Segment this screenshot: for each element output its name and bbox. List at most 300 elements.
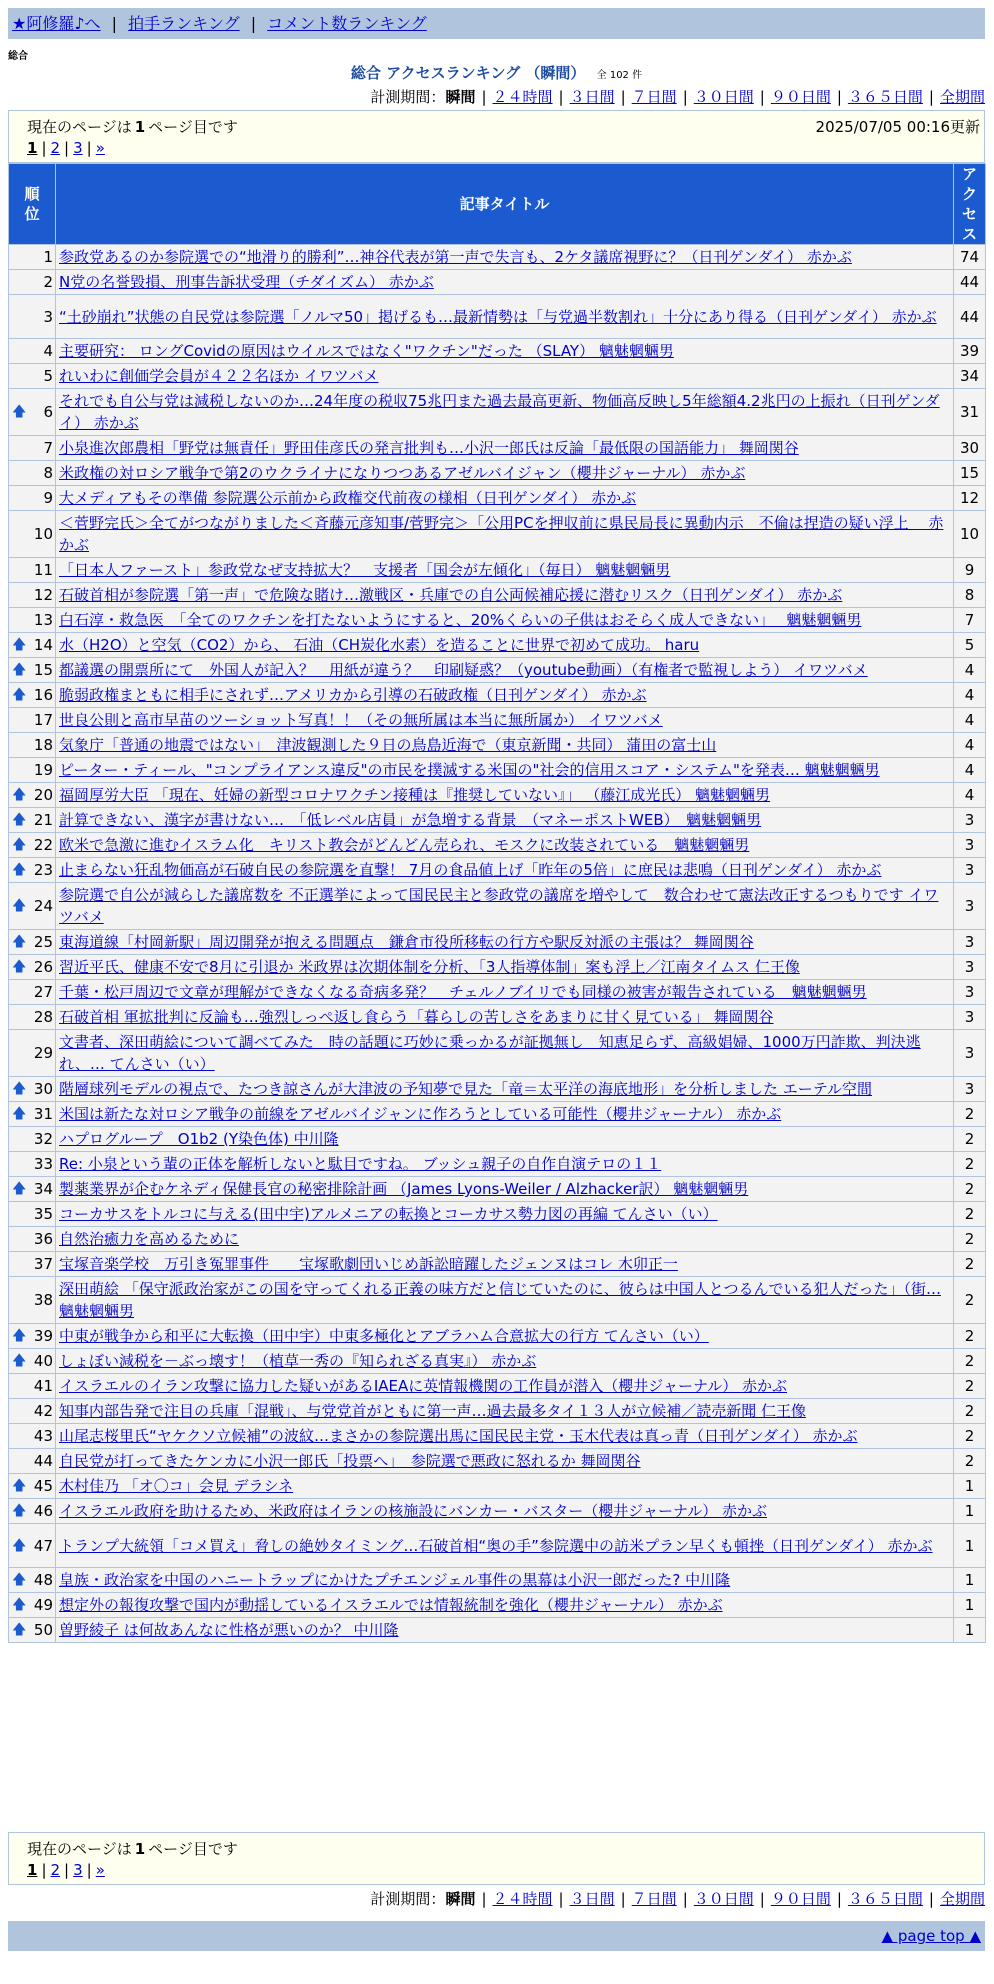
rank-cell: [9, 436, 56, 461]
rank-number: 43: [33, 1427, 53, 1445]
article-link[interactable]: 自民党が打ってきたケンカに小沢一郎氏「投票へ」 参院選で悪政に怒れるか 舞岡関谷: [59, 1452, 641, 1470]
period-separator: |: [481, 1890, 487, 1908]
rank-cell: [9, 1277, 56, 1324]
table-row: [9, 858, 986, 883]
table-row: [9, 558, 986, 583]
rank-cell: [9, 1593, 56, 1618]
table-row: [9, 1424, 986, 1449]
access-count: 2: [954, 1152, 986, 1177]
rank-cell: [9, 1152, 56, 1177]
access-count: 34: [954, 364, 986, 389]
title-cell: [56, 1252, 954, 1277]
rank-cell: [9, 883, 56, 930]
title-cell: [56, 1077, 954, 1102]
rank-number: 28: [33, 1008, 53, 1026]
access-count: 7: [954, 608, 986, 633]
access-count: 2: [954, 1102, 986, 1127]
article-link[interactable]: 参政党あるのか参院選での“地滑り的勝利”…神谷代表が第一声で失言も、2ケタ議席視野に？（日刊ゲンダイ） 赤かぶ: [59, 248, 852, 266]
rank-number: 5: [43, 367, 53, 385]
title-cell: [56, 270, 954, 295]
rank-number: 30: [33, 1080, 53, 1098]
period-current: 瞬間: [445, 1890, 476, 1908]
rank-number: 41: [33, 1377, 53, 1395]
period-separator: |: [836, 1890, 842, 1908]
article-link[interactable]: 中東が戦争から和平に大転換（田中宇）中東多極化とアブラハム合意拡大の行方 てんさい（い）: [59, 1327, 709, 1345]
up-arrow-icon: 🡅: [12, 404, 27, 420]
up-arrow-icon: 🡅: [12, 1503, 27, 1519]
access-count: 44: [954, 295, 986, 339]
period-link-top-4[interactable]: ９０日間: [770, 88, 831, 106]
rank-number: 18: [33, 736, 53, 754]
comment-ranking-link[interactable]: コメント数ランキング: [267, 14, 427, 33]
title-cell: [56, 1499, 954, 1524]
title-cell: [56, 955, 954, 980]
rank-cell: [9, 1349, 56, 1374]
column-header-access: アクセス: [954, 164, 986, 245]
table-row: [9, 1277, 986, 1324]
table-row: [9, 245, 986, 270]
access-count: 3: [954, 930, 986, 955]
table-row: [9, 1177, 986, 1202]
table-row: [9, 1005, 986, 1030]
rank-cell: [9, 1618, 56, 1643]
table-row: [9, 436, 986, 461]
period-link-top-3[interactable]: ３０日間: [693, 88, 754, 106]
rank-cell: [9, 461, 56, 486]
title-cell: [56, 1399, 954, 1424]
title-cell: [56, 295, 954, 339]
article-link[interactable]: ＜菅野完氏＞全てがつながりました＜斉藤元彦知事/菅野完＞「公用PCを押収前に県民局長に異動内示 不倫は捏造の疑い浮上 赤かぶ: [59, 514, 944, 554]
article-link[interactable]: N党の名誉毀損、刑事告訴状受理（チダイズム） 赤かぶ: [59, 273, 434, 291]
article-link[interactable]: “土砂崩れ”状態の自民党は参院選「ノルマ50」掲げるも…最新情勢は「与党過半数割れ」十分にあり得る（日刊ゲンダイ） 赤かぶ: [59, 307, 937, 326]
access-count: 4: [954, 783, 986, 808]
access-count: 2: [954, 1449, 986, 1474]
article-link[interactable]: 曽野綾子 は何故あんなに性格が悪いのか？ 中川隆: [59, 1621, 399, 1639]
access-count: 1: [954, 1593, 986, 1618]
rank-cell: [9, 364, 56, 389]
title-cell: [56, 1449, 954, 1474]
up-arrow-icon: 🡅: [12, 1537, 27, 1554]
article-link[interactable]: 「日本人ファースト」参政党なぜ支持拡大？ 支援者「国会が左傾化」（毎日） 魑魅魍魎男: [59, 561, 671, 579]
rank-number: 26: [33, 958, 53, 976]
rank-number: 39: [33, 1327, 53, 1345]
table-row: [9, 1127, 986, 1152]
rank-cell: [9, 633, 56, 658]
title-cell: [56, 980, 954, 1005]
up-arrow-icon: 🡅: [12, 959, 27, 975]
article-link[interactable]: れいわに創価学会員が４２２名ほか イワツバメ: [59, 367, 379, 385]
rank-number: 27: [33, 983, 53, 1001]
rank-number: 35: [33, 1205, 53, 1223]
period-separator: |: [759, 88, 765, 106]
rank-cell: [9, 758, 56, 783]
access-count: 9: [954, 558, 986, 583]
page-separator: |: [41, 1861, 47, 1879]
article-link[interactable]: 参院選で自公が減らした議席数を 不正選挙によって国民民主と参政党の議席を増やして 数合わせて憲法改正するつもりです イワツバメ: [59, 886, 939, 926]
table-row: [9, 930, 986, 955]
article-link[interactable]: 石破首相 軍拡批判に反論も…強烈しっぺ返し食らう「暮らしの苦しさをあまりに甘く見ている」 舞岡関谷: [59, 1008, 774, 1026]
access-count: 3: [954, 1030, 986, 1077]
rank-number: 11: [33, 561, 53, 579]
period-link-bottom-2[interactable]: ７日間: [631, 1890, 677, 1908]
title-cell: [56, 683, 954, 708]
period-link-bottom-5[interactable]: ３６５日間: [847, 1890, 923, 1908]
title-cell: [56, 436, 954, 461]
access-count: 74: [954, 245, 986, 270]
article-link[interactable]: 福岡厚労大臣 「現在、妊婦の新型コロナワクチン接種は『推奨していない』」 （藤江成光氏） 魑魅魍魎男: [59, 786, 771, 804]
article-link[interactable]: 計算できない、漢字が書けない… 「低レベル店員」が急増する背景 （マネーポストWEB） 魑魅魍魎男: [59, 811, 762, 829]
rank-number: 42: [33, 1402, 53, 1420]
article-link[interactable]: 止まらない狂乱物価高が石破自民の参院選を直撃！ 7月の食品値上げ「昨年の5倍」に庶民は悲鳴（日刊ゲンダイ） 赤かぶ: [59, 861, 882, 879]
article-link[interactable]: 主要研究： ロングCovidの原因はウイルスではなく"ワクチン"だった （SLAY） 魑魅魍魎男: [59, 342, 674, 360]
title-cell: [56, 658, 954, 683]
article-link[interactable]: イスラエル政府を助けるため、米政府はイランの核施設にバンカー・バスター（櫻井ジャーナル） 赤かぶ: [59, 1502, 767, 1520]
page-link[interactable]: »: [95, 1861, 105, 1879]
title-cell: [56, 1374, 954, 1399]
article-link[interactable]: 千葉・松戸周辺で文章が理解ができなくなる奇病多発？ チェルノブイリでも同様の被害が報告されている 魑魅魍魎男: [59, 983, 867, 1001]
rank-cell: [9, 1324, 56, 1349]
title-cell: [56, 558, 954, 583]
article-link[interactable]: 白石淳・救急医 「全てのワクチンを打たないようにすると、20%くらいの子供はおそらく成人できない」 魑魅魍魎男: [59, 611, 862, 629]
title-cell: [56, 461, 954, 486]
total-count: 全 102 件: [596, 70, 643, 81]
up-arrow-icon: 🡅: [12, 934, 27, 950]
article-link[interactable]: 気象庁「普通の地震ではない」 津波観測した９日の鳥島近海で（東京新聞・共同） 蒲田の富士山: [59, 736, 717, 754]
table-row: [9, 980, 986, 1005]
title-cell: [56, 1102, 954, 1127]
page-separator: |: [86, 139, 92, 157]
page-current: 1: [27, 139, 38, 157]
column-header-title: 記事タイトル: [56, 164, 954, 245]
table-row: [9, 808, 986, 833]
title-cell: [56, 758, 954, 783]
rank-number: 44: [33, 1452, 53, 1470]
article-link[interactable]: 階層球列モデルの視点で、たつき諒さんが大津波の予知夢で見た「竜＝太平洋の海底地形」を分析しました エーテル空間: [59, 1080, 872, 1098]
title-cell: [56, 1324, 954, 1349]
rank-cell: [9, 1399, 56, 1424]
rank-number: 34: [33, 1180, 53, 1198]
access-count: 3: [954, 1005, 986, 1030]
rank-cell: [9, 245, 56, 270]
rank-number: 46: [33, 1502, 53, 1520]
rank-number: 10: [33, 525, 53, 543]
up-arrow-icon: 🡅: [12, 1106, 27, 1122]
article-link[interactable]: 世良公則と高市早苗のツーショット写真！！（その無所属は本当に無所属か） イワツバメ: [59, 711, 663, 729]
article-link[interactable]: 自然治癒力を高めるために: [59, 1230, 240, 1248]
table-row: [9, 1202, 986, 1227]
article-link[interactable]: トランプ大統領「コメ買え」脅しの絶妙タイミング…石破首相“奥の手”参院選中の訪米プラン早くも頓挫（日刊ゲンダイ） 赤かぶ: [59, 1536, 933, 1555]
article-link[interactable]: 米国は新たな対ロシア戦争の前線をアゼルバイジャンに作ろうとしている可能性（櫻井ジャーナル） 赤かぶ: [59, 1105, 782, 1123]
page-separator: |: [64, 1861, 70, 1879]
page-top-link[interactable]: ▲ page top ▲: [881, 1927, 981, 1945]
rank-cell: [9, 1474, 56, 1499]
footer-bar: [8, 1921, 985, 1951]
title-cell: [56, 339, 954, 364]
page-link[interactable]: 2: [50, 139, 61, 157]
access-count: 44: [954, 270, 986, 295]
rank-cell: [9, 1030, 56, 1077]
period-separator: |: [558, 1890, 564, 1908]
access-count: 3: [954, 833, 986, 858]
title-cell: [56, 1277, 954, 1324]
period-link-top-2[interactable]: ７日間: [631, 88, 677, 106]
page-link[interactable]: 3: [73, 139, 83, 157]
rank-cell: [9, 270, 56, 295]
rank-number: 38: [33, 1291, 53, 1309]
section-label: 総合: [8, 51, 28, 62]
rank-cell: [9, 486, 56, 511]
period-link-bottom-6[interactable]: 全期間: [939, 1890, 985, 1908]
up-arrow-icon: 🡅: [12, 862, 27, 878]
access-count: 1: [954, 1474, 986, 1499]
column-header-rank: 順位: [9, 164, 56, 245]
table-row: [9, 1474, 986, 1499]
access-count: 5: [954, 633, 986, 658]
title-cell: [56, 1202, 954, 1227]
table-row: [9, 1524, 986, 1568]
rank-number: 2: [43, 273, 53, 291]
rank-cell: [9, 1524, 56, 1568]
rank-cell: [9, 980, 56, 1005]
table-row: [9, 1499, 986, 1524]
period-link-bottom-3[interactable]: ３０日間: [693, 1890, 754, 1908]
table-row: [9, 733, 986, 758]
rank-number: 21: [33, 811, 53, 829]
page-info-number: 1: [134, 118, 146, 136]
article-link[interactable]: ハプログループ O1b2 (Y染色体) 中川隆: [59, 1130, 339, 1148]
rank-cell: [9, 1005, 56, 1030]
rank-cell: [9, 1424, 56, 1449]
table-row: [9, 1449, 986, 1474]
period-separator: |: [836, 88, 842, 106]
title-cell: [56, 1127, 954, 1152]
rank-cell: [9, 583, 56, 608]
period-separator: |: [682, 1890, 688, 1908]
pager-bottom: [8, 1832, 985, 1885]
rank-number: 22: [33, 836, 53, 854]
table-row: [9, 658, 986, 683]
rank-cell: [9, 930, 56, 955]
applause-ranking-link[interactable]: 拍手ランキング: [128, 14, 240, 33]
table-row: [9, 461, 986, 486]
page-link[interactable]: 2: [50, 1861, 61, 1879]
home-link[interactable]: ★阿修羅♪へ: [12, 14, 101, 33]
period-link-top-5[interactable]: ３６５日間: [847, 88, 923, 106]
article-link[interactable]: 製薬業界が企むケネディ保健長官の秘密排除計画 （James Lyons-Weiler / Alzhacker訳） 魑魅魍魎男: [59, 1180, 749, 1198]
article-link[interactable]: 知事内部告発で注目の兵庫「混戦」、与党党首がともに第一声…過去最多タイ１３人が立候補／読売新聞 仁王像: [59, 1402, 806, 1420]
title-cell: [56, 858, 954, 883]
article-link[interactable]: 習近平氏、健康不安で8月に引退か 米政界は次期体制を分析、「3人指導体制」案も浮上／江南タイムス 仁王像: [59, 958, 800, 976]
access-count: 2: [954, 1127, 986, 1152]
article-link[interactable]: 欧米で急激に進むイスラム化 キリスト教会がどんどん売られ、モスクに改装されている 魑魅魍魎男: [59, 836, 750, 854]
rank-number: 12: [33, 586, 53, 604]
period-separator: |: [620, 88, 626, 106]
page-link[interactable]: 3: [73, 1861, 83, 1879]
nav-separator: |: [250, 14, 257, 33]
page-info-prefix: 現在のページは: [27, 1840, 132, 1858]
article-link[interactable]: 小泉進次郎農相「野党は無責任」野田佳彦氏の発言批判も…小沢一郎氏は反論「最低限の国語能力」 舞岡関谷: [59, 439, 799, 457]
rank-number: 36: [33, 1230, 53, 1248]
table-row: [9, 1374, 986, 1399]
article-link[interactable]: 大メディアもその準備 参院選公示前から政権交代前夜の様相（日刊ゲンダイ） 赤かぶ: [59, 489, 637, 507]
article-link[interactable]: 文書者、深田萌絵について調べてみた 時の話題に巧妙に乗っかるが証拠無し 知恵足らず、高級娼婦、1000万円詐欺、判決逃れ、… てんさい（い）: [59, 1033, 921, 1073]
article-link[interactable]: 深田萌絵 「保守派政治家がこの国を守ってくれる正義の味方だと信じていたのに、彼らは中国人とつるんでいる犯人だった」（街… 魑魅魍魎男: [59, 1280, 941, 1320]
table-row: [9, 1252, 986, 1277]
ranking-table: [8, 163, 986, 1643]
article-link[interactable]: 米政権の対ロシア戦争で第2のウクライナになりつつあるアゼルバイジャン（櫻井ジャーナル） 赤かぶ: [59, 464, 746, 482]
period-selector-top: [370, 86, 985, 107]
rank-cell: [9, 339, 56, 364]
up-arrow-icon: 🡅: [12, 837, 27, 853]
rank-number: 25: [33, 933, 53, 951]
up-arrow-icon: 🡅: [12, 1081, 27, 1097]
access-count: 2: [954, 1202, 986, 1227]
period-link-bottom-0[interactable]: ２４時間: [492, 1890, 553, 1908]
title-cell: [56, 733, 954, 758]
rank-number: 7: [43, 439, 53, 457]
access-count: 2: [954, 1227, 986, 1252]
rank-number: 13: [33, 611, 53, 629]
period-link-bottom-1[interactable]: ３日間: [569, 1890, 615, 1908]
rank-cell: [9, 1374, 56, 1399]
rank-cell: [9, 708, 56, 733]
up-arrow-icon: 🡅: [12, 687, 27, 703]
period-link-top-0[interactable]: ２４時間: [492, 88, 553, 106]
table-row: [9, 389, 986, 436]
access-count: 2: [954, 1424, 986, 1449]
period-link-top-1[interactable]: ３日間: [569, 88, 615, 106]
access-count: 2: [954, 1374, 986, 1399]
rank-number: 19: [33, 761, 53, 779]
title-cell: [56, 1227, 954, 1252]
access-count: 4: [954, 658, 986, 683]
article-link[interactable]: 想定外の報復攻撃で国内が動揺しているイスラエルでは情報統制を強化（櫻井ジャーナル） 赤かぶ: [59, 1596, 723, 1614]
page-info-prefix: 現在のページは: [27, 118, 132, 136]
period-separator: |: [928, 88, 934, 106]
article-link[interactable]: しょぼい減税を－ぶっ壊す！（植草一秀の『知られざる真実』） 赤かぶ: [59, 1352, 537, 1370]
access-count: 2: [954, 1399, 986, 1424]
rank-cell: [9, 833, 56, 858]
article-link[interactable]: 東海道線「村岡新駅」周辺開発が抱える問題点 鎌倉市役所移転の行方や駅反対派の主張は？ 舞岡関谷: [59, 933, 754, 951]
table-row: [9, 1593, 986, 1618]
access-count: 3: [954, 858, 986, 883]
rank-cell: [9, 783, 56, 808]
article-link[interactable]: Re: 小泉という輩の正体を解析しないと駄目ですね。 ブッシュ親子の自作自演テロの１１: [59, 1155, 662, 1173]
page-separator: |: [64, 139, 70, 157]
access-count: 1: [954, 1618, 986, 1643]
rank-cell: [9, 1568, 56, 1593]
article-link[interactable]: それでも自公与党は減税しないのか…24年度の税収75兆円また過去最高更新、物価高反映し5年総額4.2兆円の上振れ（日刊ゲンダイ） 赤かぶ: [59, 392, 940, 432]
table-row: [9, 833, 986, 858]
period-separator: |: [558, 88, 564, 106]
access-count: 10: [954, 511, 986, 558]
rank-number: 15: [33, 661, 53, 679]
top-nav: [8, 8, 985, 39]
article-link[interactable]: 脆弱政権まともに相手にされず…アメリカから引導の石破政権（日刊ゲンダイ） 赤かぶ: [59, 686, 647, 704]
up-arrow-icon: 🡅: [12, 787, 27, 803]
title-cell: [56, 1424, 954, 1449]
title-cell: [56, 364, 954, 389]
table-row: [9, 1227, 986, 1252]
table-row: [9, 955, 986, 980]
access-count: 15: [954, 461, 986, 486]
table-row: [9, 783, 986, 808]
title-cell: [56, 245, 954, 270]
rank-number: 48: [33, 1571, 53, 1589]
access-count: 2: [954, 1177, 986, 1202]
article-link[interactable]: 木村佳乃 「オ〇コ」会見 デラシネ: [59, 1477, 294, 1495]
article-link[interactable]: ピーター・ティール、"コンプライアンス違反"の市民を撲滅する米国の"社会的信用スコア・システム"を発表… 魑魅魍魎男: [59, 761, 880, 779]
article-link[interactable]: 水（H2O）と空気（CO2）から、 石油（CH炭化水素）を造ることに世界で初めて成功。 haru: [59, 636, 700, 654]
article-link[interactable]: コーカサスをトルコに与える(田中宇)アルメニアの転換とコーカサス勢力図の再編 てんさい（い）: [59, 1205, 718, 1223]
period-separator: |: [481, 88, 487, 106]
article-link[interactable]: 石破首相が参院選「第一声」で危険な賭け…激戦区・兵庫での自公両候補応援に潜むリスク（日刊ゲンダイ） 赤かぶ: [59, 586, 843, 604]
up-arrow-icon: 🡅: [12, 1622, 27, 1638]
access-count: 3: [954, 955, 986, 980]
title-cell: [56, 883, 954, 930]
article-link[interactable]: 山尾志桜里氏“ヤケクソ立候補”の波紋…まさかの参院選出馬に国民民主党・玉木代表は真っ青（日刊ゲンダイ） 赤かぶ: [59, 1427, 858, 1445]
access-count: 1: [954, 1568, 986, 1593]
article-link[interactable]: 宝塚音楽学校 万引き冤罪事件 宝塚歌劇団いじめ訴訟暗躍したジェンヌはコレ 木卯正一: [59, 1255, 678, 1273]
title-cell: [56, 511, 954, 558]
rank-cell: [9, 1127, 56, 1152]
rank-number: 9: [43, 489, 53, 507]
period-separator: |: [620, 1890, 626, 1908]
rank-number: 40: [33, 1352, 53, 1370]
article-link[interactable]: イスラエルのイラン攻撃に協力した疑いがあるIAEAに英情報機関の工作員が潜入（櫻井ジャーナル） 赤かぶ: [59, 1377, 787, 1395]
access-count: 3: [954, 980, 986, 1005]
title-cell: [56, 389, 954, 436]
rank-cell: [9, 1077, 56, 1102]
rank-cell: [9, 1499, 56, 1524]
period-link-top-6[interactable]: 全期間: [939, 88, 985, 106]
table-row: [9, 511, 986, 558]
rank-cell: [9, 558, 56, 583]
pagination: [27, 1861, 105, 1879]
rank-number: 16: [33, 686, 53, 704]
period-label: 計測期間：: [370, 1890, 446, 1908]
period-link-bottom-4[interactable]: ９０日間: [770, 1890, 831, 1908]
rank-cell: [9, 1102, 56, 1127]
table-row: [9, 1618, 986, 1643]
access-count: 2: [954, 1324, 986, 1349]
title-cell: [56, 1177, 954, 1202]
access-count: 12: [954, 486, 986, 511]
rank-cell: [9, 658, 56, 683]
table-row: [9, 758, 986, 783]
title-cell: [56, 708, 954, 733]
article-link[interactable]: 皇族・政治家を中国のハニートラップにかけたプチエンジェル事件の黒幕は小沢一郎だった? 中川隆: [59, 1571, 731, 1589]
rank-cell: [9, 1227, 56, 1252]
access-count: 3: [954, 883, 986, 930]
table-header-row: [9, 164, 986, 245]
table-row: [9, 683, 986, 708]
period-current: 瞬間: [445, 88, 476, 106]
table-row: [9, 883, 986, 930]
page-info: [27, 116, 238, 137]
title-cell: [56, 1030, 954, 1077]
rank-number: 33: [33, 1155, 53, 1173]
period-separator: |: [682, 88, 688, 106]
page-link[interactable]: »: [95, 139, 105, 157]
period-label: 計測期間：: [370, 88, 446, 106]
up-arrow-icon: 🡅: [12, 1478, 27, 1494]
table-row: [9, 1077, 986, 1102]
up-arrow-icon: 🡅: [12, 1597, 27, 1613]
article-link[interactable]: 都議選の開票所にて 外国人が記入？ 用紙が違う？ 印刷疑惑？（youtube動画）（有権者で監視しよう） イワツバメ: [59, 661, 868, 679]
rank-cell: [9, 295, 56, 339]
table-row: [9, 1152, 986, 1177]
